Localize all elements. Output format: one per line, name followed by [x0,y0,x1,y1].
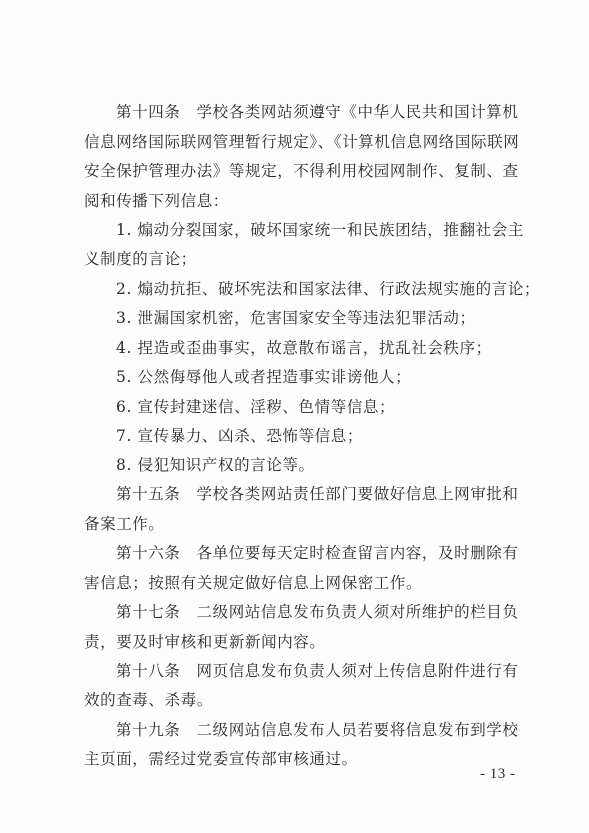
list-item-6: 6. 宣传封建迷信、淫秽、色情等信息； [116,398,396,416]
article-18-line-2: 效的查毒、杀毒。 [84,691,213,709]
article-15-line-1: 第十五条 学校各类网站责任部门要做好信息上网审批和 [116,485,519,503]
list-item-2: 2. 煽动抗拒、破坏宪法和国家法律、行政法规实施的言论； [116,280,541,298]
page-number: - 13 - [480,766,516,782]
list-item-5: 5. 公然侮辱他人或者捏造事实诽谤他人； [116,368,412,386]
article-14-line-3: 安全保护管理办法》等规定，不得利用校园网制作、复制、查 [84,162,519,180]
article-19-line-2: 主页面，需经过党委宣传部审核通过。 [84,750,358,768]
article-15-line-2: 备案工作。 [84,515,165,533]
article-16-line-2: 害信息；按照有关规定做好信息上网保密工作。 [84,574,423,592]
article-14-line-2: 信息网络国际联网管理暂行规定》、《计算机信息网络国际联网 [84,133,520,151]
list-item-7: 7. 宣传暴力、凶杀、恐怖等信息； [116,427,363,445]
article-14-line-4: 阅和传播下列信息： [84,192,229,210]
article-17-line-1: 第十七条 二级网站信息发布负责人须对所维护的栏目负 [116,603,519,621]
article-19-line-1: 第十九条 二级网站信息发布人员若要将信息发布到学校 [116,721,519,739]
list-item-1-line-2: 义制度的言论； [84,250,197,268]
article-17-line-2: 责，要及时审核和更新新闻内容。 [84,633,326,651]
list-item-1-line-1: 1. 煽动分裂国家，破坏国家统一和民族团结，推翻社会主 [116,221,524,239]
list-item-4: 4. 捏造或歪曲事实，故意散布谣言，扰乱社会秩序； [116,339,492,357]
article-14-line-1: 第十四条 学校各类网站须遵守《中华人民共和国计算机 [116,103,519,121]
article-16-line-1: 第十六条 各单位要每天定时检查留言内容，及时删除有 [116,544,519,562]
list-item-8: 8. 侵犯知识产权的言论等。 [116,456,315,474]
list-item-3: 3. 泄漏国家机密，危害国家安全等违法犯罪活动； [116,309,476,327]
article-18-line-1: 第十八条 网页信息发布负责人须对上传信息附件进行有 [116,662,519,680]
